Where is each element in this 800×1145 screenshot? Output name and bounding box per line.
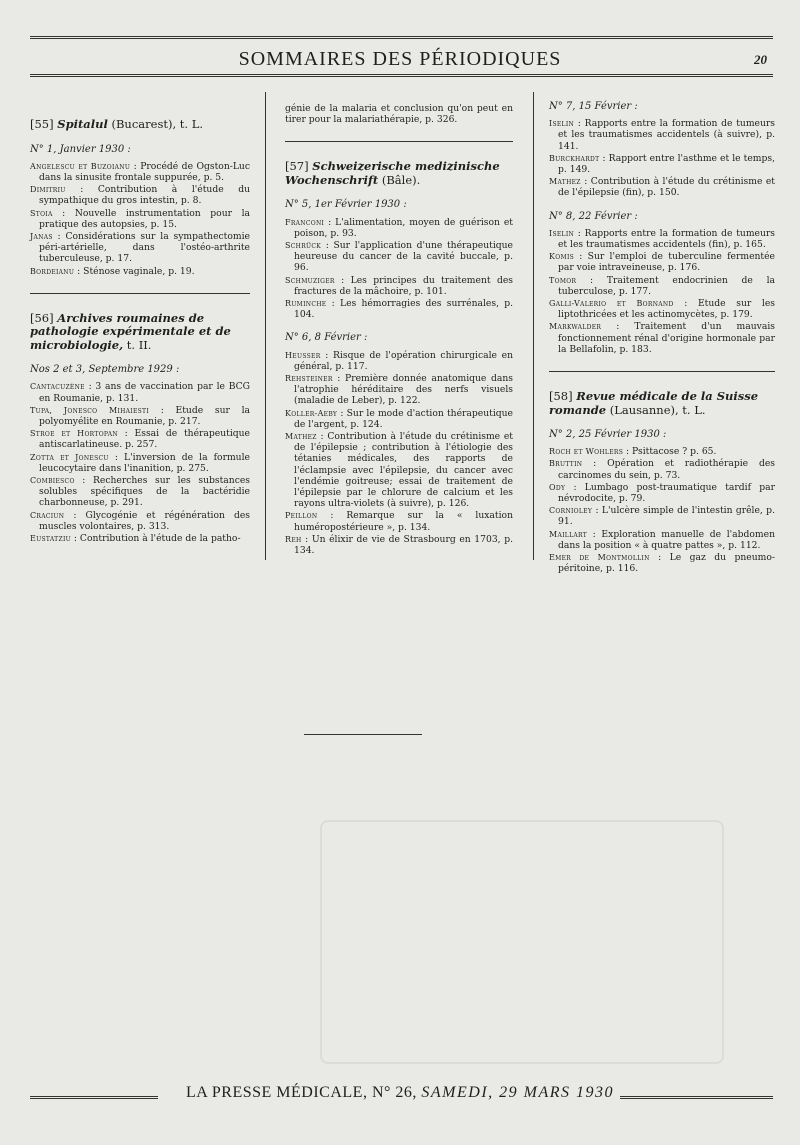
header-top-rule [30, 36, 773, 39]
article-authors: Cantacuzène [30, 382, 85, 392]
article-authors: Zotta et Jonescu [30, 452, 109, 462]
article-entry [549, 228, 775, 250]
article-entry [285, 431, 513, 509]
article-title: : Remarque sur la « luxation huméropostérieure », p. 134. [294, 510, 513, 533]
periodical-section [30, 118, 250, 277]
article-title: : Opération et radiothérapie des carcinomes du sein, p. 73. [558, 458, 775, 481]
article-title: : Etude sur la polyomyélite en Roumanie, p. 217. [39, 404, 250, 428]
article-title: : Contribution à l'étude du crétinisme et de l'épilepsie ; contribution à l'étiologie des tétanies médicales, des rapports de l'éclampsie avec l'épilepsie, du cancer avec l'endémie goitreuse; essai de traitement de l'épilepsie par le chlorure de calcium et les rayons ultra-violets (à suivre), p. 126. [294, 431, 513, 510]
periodical-section [549, 101, 775, 355]
article-entry [30, 475, 250, 509]
article-entry [549, 321, 775, 355]
article-title: : Traitement endocrinien de la tuberculose, p. 177. [558, 274, 775, 297]
article-entry [549, 482, 775, 504]
section-separator [285, 141, 513, 142]
article-entry [30, 533, 250, 544]
article-authors: Eustatziu [30, 534, 71, 544]
article-title: : Traitement d'un mauvais fonctionnement rénal d'origine hormonale par la Bellafolin, p. 183. [558, 321, 775, 355]
periodical-title [549, 390, 775, 417]
continued-entry: génie de la malaria et conclusion qu'on peut en tirer pour la malariathérapie, p. 326. [285, 103, 513, 126]
article-title: : Exploration manuelle de l'abdomen dans la position « à quatre pattes », p. 112. [558, 528, 775, 551]
article-entry [549, 458, 775, 480]
periodical-section [285, 160, 513, 556]
article-title: : Nouvelle instrumentation pour la pratique des autopsies, p. 15. [39, 207, 250, 230]
bleed-through-advertisement [320, 820, 724, 1064]
article-authors: Koller-Aeby [285, 408, 338, 418]
article-entry [549, 505, 775, 527]
end-of-list-rule [304, 734, 422, 735]
footer-journal: LA PRESSE MÉDICALE, N° 26, [185, 1084, 417, 1101]
article-title: : Etude sur les liptothricées et les actinomycètes, p. 179. [558, 298, 776, 321]
article-entry [285, 275, 513, 297]
periodical-name: Spitalul [57, 117, 108, 131]
article-entry [285, 534, 513, 556]
article-title: : 3 ans de vaccination par le BCG en Roumanie, p. 131. [39, 381, 250, 404]
periodical-title [285, 160, 513, 187]
article-entry [30, 208, 250, 230]
article-title: : Glycogénie et régénération des muscles volontaires, p. 313. [39, 509, 250, 532]
article-entry [549, 529, 775, 551]
article-authors: Schrück [285, 241, 322, 251]
article-title: : Première donnée anatomique dans l'atrophie héréditaire des nerfs visuels (maladie de Leber), p. 122. [294, 373, 513, 407]
issue-label: Nos 2 et 3, Septembre 1929 : [30, 364, 180, 376]
article-entry [549, 251, 775, 273]
header-bottom-rule [30, 74, 773, 77]
article-entry [285, 217, 513, 239]
article-entry [549, 153, 775, 175]
periodical-section [30, 312, 250, 545]
article-entry [549, 275, 775, 297]
periodical-location: (Bucarest), t. L. [107, 117, 203, 131]
column-divider-right [533, 92, 534, 560]
article-title: : Sur le mode d'action thérapeutique de l'argent, p. 124. [294, 407, 513, 430]
article-authors: Galli-Valerio et Bornand [549, 299, 674, 309]
periodical-title [30, 118, 250, 132]
page-number: 20 [754, 52, 767, 67]
article-title: : Rapport entre l'asthme et le temps, p. 149. [558, 152, 775, 176]
article-entry [549, 446, 775, 457]
article-title: : Rapports entre la formation de tumeurs et les traumatismes accidentels (fin), p. 165. [558, 227, 775, 251]
article-authors: Angelescu et Buzoianu [30, 161, 131, 171]
column-3 [549, 101, 775, 576]
article-authors: Mathez [549, 177, 581, 187]
periodical-number: [58] [549, 389, 573, 404]
footer-date: SAMEDI, 29 MARS 1930 [421, 1084, 615, 1101]
article-authors: Peillon [285, 511, 318, 521]
article-title: : Sténose vaginale, p. 19. [74, 265, 195, 277]
article-entry [285, 510, 513, 532]
article-authors: Emer de Montmollin [549, 553, 650, 563]
article-title: : Un élixir de vie de Strasbourg en 1703, p. 134. [294, 533, 513, 557]
column-2 [285, 103, 513, 557]
column-1 [30, 118, 250, 545]
periodical-location: (Bâle). [378, 172, 421, 187]
article-authors: Ody [549, 482, 566, 492]
article-entry [30, 184, 250, 206]
periodical-title [30, 312, 250, 353]
article-authors: Dimitriu [30, 185, 66, 195]
article-authors: Tupa, Jonesco Mihaiesti [30, 405, 150, 415]
article-authors: Mathez [285, 432, 317, 442]
issue-label: N° 1, Janvier 1930 : [30, 143, 131, 155]
periodical-name: Revue médicale de la Suisse romande [549, 389, 759, 417]
periodical-location: (Lausanne), t. L. [606, 402, 706, 417]
article-authors: Craciun [30, 510, 65, 520]
article-entry [30, 405, 250, 427]
article-title: : Considérations sur la sympathectomie péri-artérielle, dans l'ostéo-arthrite tuberculeuse, p. 17. [39, 230, 250, 265]
article-title: : Rapports entre la formation de tumeurs et les traumatismes accidentels (à suivre), p. 141. [558, 118, 775, 152]
article-title: : Essai de thérapeutique antiscarlatineuse. p. 257. [39, 428, 250, 451]
article-entry [30, 161, 250, 183]
article-entry [549, 176, 775, 198]
article-authors: Bordeianu [30, 266, 75, 276]
article-authors: Ruminche [285, 299, 327, 309]
issue-label: N° 7, 15 Février : [549, 101, 638, 112]
article-authors: Maillart [549, 529, 588, 539]
article-title: : Contribution à l'étude du crétinisme et de l'épilepsie (fin), p. 150. [558, 176, 775, 199]
article-title: : Risque de l'opération chirurgicale en général, p. 117. [294, 349, 513, 372]
article-title: : Contribution à l'étude du sympathique du gros intestin, p. 8. [39, 184, 250, 207]
periodical-name: Schweizerische medizinische Wochenschrift [285, 159, 500, 187]
article-authors: Combiesco [30, 476, 75, 486]
article-authors: Cornioley [549, 506, 593, 516]
article-entry [549, 552, 775, 574]
periodical-number: [56] [30, 310, 54, 325]
article-entry [30, 266, 250, 277]
section-separator [549, 371, 775, 372]
periodical-name: Archives roumaines de pathologie expérimentale et de microbiologie, [30, 310, 231, 352]
article-title: : Psittacose ? p. 65. [623, 446, 717, 458]
article-entry [549, 118, 775, 152]
article-entry [30, 428, 250, 450]
article-authors: Burckhardt [549, 153, 600, 163]
article-authors: Heusser [285, 350, 321, 360]
article-title: : Sur l'application d'une thérapeutique heureuse du cancer de la cavité buccale, p. 96. [294, 240, 513, 274]
issue-label: N° 2, 25 Février 1930 : [549, 429, 667, 441]
periodical-location: t. II. [123, 337, 152, 352]
article-authors: Franconi [285, 217, 325, 227]
issue-label: N° 5, 1er Février 1930 : [285, 199, 407, 211]
article-title: : Les hémorragies des surrénales, p. 104. [294, 298, 513, 321]
article-entry [549, 298, 775, 320]
page-footer [0, 1084, 800, 1102]
article-title: : L'alimentation, moyen de guérison et poison, p. 93. [294, 216, 513, 239]
article-title: : Procédé de Ogston-Luc dans la sinusite frontale suppurée, p. 5. [39, 160, 250, 183]
article-title: : Le gaz du pneumo-péritoine, p. 116. [558, 552, 775, 575]
article-authors: Reh [285, 534, 302, 544]
article-authors: Janas [30, 231, 53, 241]
periodical-number: [55] [30, 117, 54, 131]
article-entry [30, 231, 250, 265]
article-title: : Lumbago post-traumatique tardif par névrodocite, p. 79. [558, 481, 775, 505]
article-title: : L'ulcère simple de l'intestin grêle, p. 91. [558, 505, 775, 528]
issue-label: N° 8, 22 Février : [549, 210, 638, 222]
article-entry [285, 408, 513, 430]
periodical-section [549, 390, 775, 574]
article-title: : Les principes du traitement des fractures de la mâchoire, p. 101. [294, 274, 513, 297]
article-authors: Markwalder [549, 322, 602, 332]
article-authors: Schmuziger [285, 275, 335, 285]
article-authors: Roch et Wohlers [549, 447, 624, 457]
article-entry [285, 373, 513, 407]
article-authors: Stoia [30, 208, 53, 218]
article-entry [285, 298, 513, 320]
periodical-number: [57] [285, 159, 309, 174]
article-authors: Rehsteiner [285, 374, 333, 384]
article-entry [30, 510, 250, 532]
article-entry [285, 350, 513, 372]
article-authors: Iselin [549, 228, 575, 238]
page-title: SOMMAIRES DES PÉRIODIQUES [238, 48, 562, 70]
footer-rule-left [30, 1096, 158, 1099]
article-authors: Iselin [549, 119, 575, 129]
column-divider-left [265, 92, 266, 560]
article-entry [30, 381, 250, 403]
article-authors: Stroe et Hortopan [30, 429, 118, 439]
article-title: : Recherches sur les substances solubles spécifiques de la bactéridie charbonneuse, p. 291. [39, 475, 250, 509]
section-separator [30, 293, 250, 294]
article-title: : Contribution à l'étude de la patho- [70, 533, 241, 545]
article-title: : Sur l'emploi de tuberculine fermentée par voie intraveineuse, p. 176. [558, 251, 775, 274]
issue-label: N° 6, 8 Février : [285, 332, 368, 344]
article-entry [30, 452, 250, 474]
footer-rule-right [620, 1096, 773, 1099]
article-entry [285, 240, 513, 274]
article-authors: Bruttin [549, 459, 583, 469]
article-authors: Komis [549, 252, 575, 262]
article-title: : L'inversion de la formule leucocytaire dans l'inanition, p. 275. [39, 451, 250, 474]
article-authors: Tomor [549, 275, 577, 285]
